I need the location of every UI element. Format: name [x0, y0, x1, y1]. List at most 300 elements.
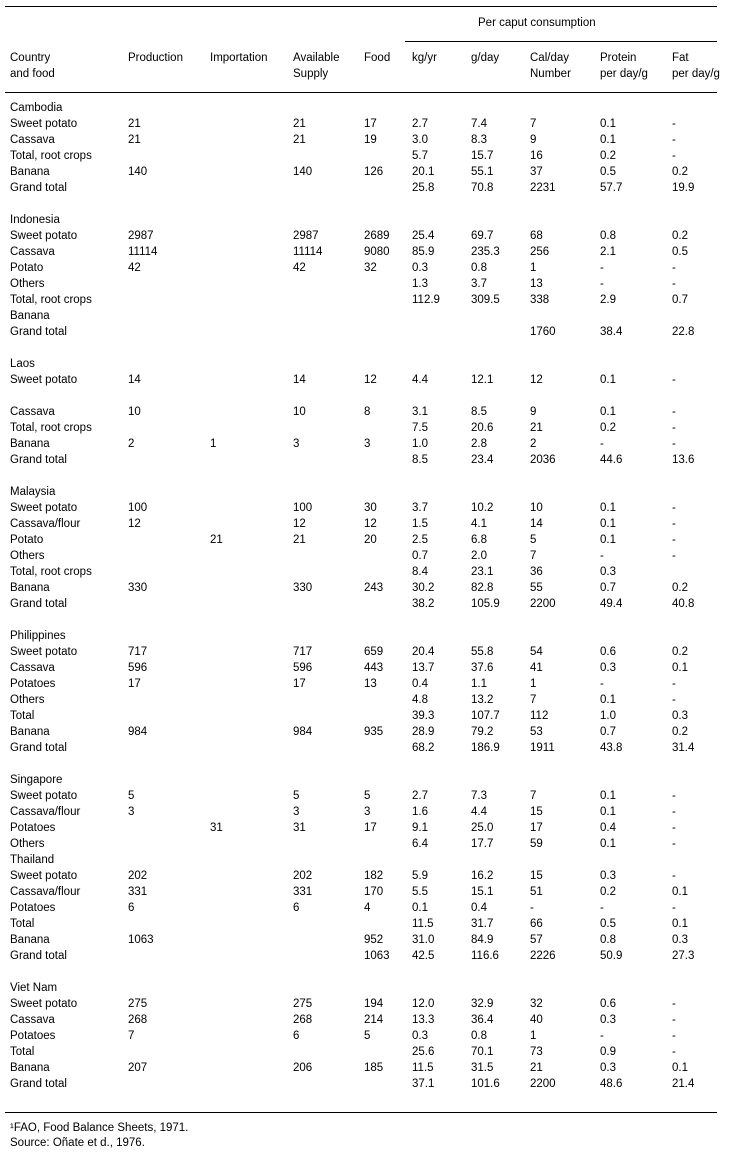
table-cell: 0.6 [600, 646, 616, 658]
table-row [0, 228, 739, 244]
table-cell: 15 [530, 806, 543, 818]
table-cell: 126 [364, 166, 384, 178]
table-cell: 37.6 [471, 662, 494, 674]
table-cell: 0.1 [600, 134, 616, 146]
table-cell: 13.7 [412, 662, 435, 674]
table-cell: 140 [293, 166, 313, 178]
country-name: Malaysia [10, 486, 56, 498]
table-cell: 16.2 [471, 870, 494, 882]
table-cell: 3.7 [412, 502, 428, 514]
food-label: Others [10, 838, 45, 850]
table-cell: 0.1 [672, 886, 688, 898]
table-cell: 0.4 [600, 822, 616, 834]
table-row [0, 804, 739, 820]
food-label: Total, root crops [10, 422, 92, 434]
table-cell: 0.1 [600, 406, 616, 418]
table-cell: 11.5 [412, 1062, 434, 1074]
per-caput-group-label: Per caput consumption [478, 17, 596, 29]
food-label: Cassava/flour [10, 518, 81, 530]
table-cell: - [672, 262, 676, 274]
table-cell: 0.5 [600, 166, 616, 178]
table-cell: 59 [530, 838, 543, 850]
table-cell: 0.9 [600, 1046, 616, 1058]
food-label: Total, root crops [10, 150, 92, 162]
food-label: Grand total [10, 742, 67, 754]
table-row [0, 708, 739, 724]
table-cell: 38.4 [600, 326, 623, 338]
table-cell: 7 [128, 1030, 135, 1042]
table-row [0, 644, 739, 660]
table-cell: 330 [293, 582, 313, 594]
header-rule [5, 92, 717, 93]
table-cell: 2 [530, 438, 537, 450]
table-cell: 12 [364, 374, 377, 386]
table-cell: 331 [128, 886, 148, 898]
table-cell: 11.5 [412, 918, 434, 930]
food-label: Others [10, 278, 45, 290]
table-cell: 7.5 [412, 422, 428, 434]
top-rule [5, 6, 717, 7]
column-header: Importation [210, 52, 268, 64]
table-cell: 1 [530, 1030, 537, 1042]
table-cell: 22.8 [672, 326, 695, 338]
table-cell: - [672, 1046, 676, 1058]
table-cell: 0.1 [600, 790, 616, 802]
food-label: Total [10, 1046, 35, 1058]
table-cell: 21 [293, 534, 306, 546]
table-cell: 3 [364, 438, 371, 450]
table-row [0, 996, 739, 1012]
table-cell: 5 [364, 790, 371, 802]
table-cell: 31.5 [471, 1062, 494, 1074]
table-cell: - [672, 694, 676, 706]
table-cell: 0.2 [672, 646, 688, 658]
food-label: Sweet potato [10, 870, 78, 882]
table-cell: 12.1 [471, 374, 494, 386]
table-cell: 0.1 [600, 374, 616, 386]
table-cell: 107.7 [471, 710, 500, 722]
table-cell: 185 [364, 1062, 384, 1074]
table-cell: 55 [530, 582, 543, 594]
food-label: Others [10, 550, 45, 562]
table-row [0, 820, 739, 836]
table-cell: 2987 [293, 230, 319, 242]
table-cell: 0.1 [672, 1062, 688, 1074]
column-header: kg/yr [412, 52, 437, 64]
table-cell: 1760 [530, 326, 556, 338]
table-cell: 25.6 [412, 1046, 435, 1058]
table-cell: 36.4 [471, 1014, 494, 1026]
table-cell: 596 [293, 662, 313, 674]
food-label: Potato [10, 262, 44, 274]
table-cell: 9.1 [412, 822, 428, 834]
table-cell: 85.9 [412, 246, 435, 258]
table-cell: 3 [293, 806, 300, 818]
column-header: Fat [672, 52, 689, 64]
table-cell: 10.2 [471, 502, 494, 514]
food-label: Grand total [10, 598, 67, 610]
table-cell: 100 [293, 502, 313, 514]
table-cell: 8 [364, 406, 371, 418]
table-cell: 11114 [293, 246, 323, 258]
table-cell: 0.1 [600, 502, 616, 514]
table-cell: 0.8 [600, 230, 616, 242]
table-cell: 7 [530, 550, 537, 562]
table-cell: 53 [530, 726, 543, 738]
table-cell: 984 [128, 726, 148, 738]
table-cell: 0.7 [600, 582, 616, 594]
table-cell: 32 [530, 998, 543, 1010]
column-header: and food [10, 68, 55, 80]
table-cell: 14 [293, 374, 306, 386]
table-cell: 50.9 [600, 950, 623, 962]
table-cell: 952 [364, 934, 384, 946]
table-cell: 42.5 [412, 950, 435, 962]
table-cell: - [672, 278, 676, 290]
table-cell: 596 [128, 662, 148, 674]
table-cell: 15.7 [471, 150, 494, 162]
table-cell: 13 [364, 678, 377, 690]
table-row [0, 1012, 739, 1028]
table-cell: 717 [293, 646, 313, 658]
table-cell: 243 [364, 582, 384, 594]
table-cell: 66 [530, 918, 543, 930]
table-cell: 3 [364, 806, 371, 818]
table-cell: 13.3 [412, 1014, 435, 1026]
food-label: Banana [10, 582, 50, 594]
table-cell: 5 [364, 1030, 371, 1042]
table-row [0, 788, 739, 804]
table-cell: 84.9 [471, 934, 494, 946]
column-header: Available [293, 52, 340, 64]
food-label: Cassava [10, 134, 55, 146]
table-row [0, 596, 739, 612]
table-row [0, 532, 739, 548]
food-label: Sweet potato [10, 998, 78, 1010]
table-cell: 1 [210, 438, 217, 450]
table-cell: 2.5 [412, 534, 428, 546]
table-cell: 0.1 [412, 902, 428, 914]
table-cell: 1063 [364, 950, 390, 962]
table-cell: 79.2 [471, 726, 494, 738]
table-cell: 20.4 [412, 646, 435, 658]
table-cell: - [672, 134, 676, 146]
table-cell: 37.1 [412, 1078, 435, 1090]
food-label: Grand total [10, 454, 67, 466]
table-cell: 25.0 [471, 822, 494, 834]
table-cell: 0.6 [600, 998, 616, 1010]
table-cell: 1 [530, 262, 537, 274]
table-cell: 17 [293, 678, 306, 690]
table-cell: 1.3 [412, 278, 428, 290]
table-cell: 31 [210, 822, 223, 834]
table-cell: - [600, 438, 604, 450]
column-header: Cal/day [530, 52, 569, 64]
table-cell: 70.8 [471, 182, 494, 194]
table-cell: 100 [128, 502, 148, 514]
food-label: Banana [10, 934, 50, 946]
table-cell: 0.2 [600, 886, 616, 898]
table-cell: 2.1 [600, 246, 616, 258]
table-cell: 68.2 [412, 742, 435, 754]
table-cell: 0.3 [672, 710, 688, 722]
table-row [0, 916, 739, 932]
table-cell: - [600, 678, 604, 690]
food-label: Cassava [10, 662, 55, 674]
table-cell: 15.1 [471, 886, 494, 898]
table-cell: 68 [530, 230, 543, 242]
table-cell: 6 [293, 1030, 300, 1042]
table-cell: - [672, 118, 676, 130]
table-cell: 31.4 [672, 742, 695, 754]
table-cell: 2987 [128, 230, 154, 242]
food-label: Banana [10, 166, 50, 178]
table-cell: 25.4 [412, 230, 435, 242]
table-cell: 112 [530, 710, 549, 722]
table-cell: 3.1 [412, 406, 428, 418]
table-cell: - [672, 518, 676, 530]
food-label: Cassava/flour [10, 886, 81, 898]
table-row [0, 276, 739, 292]
table-cell: - [672, 678, 676, 690]
table-cell: 182 [364, 870, 384, 882]
table-cell: 194 [364, 998, 384, 1010]
table-cell: 2036 [530, 454, 556, 466]
table-cell: 43.8 [600, 742, 623, 754]
table-cell: - [672, 534, 676, 546]
table-cell: 7 [530, 694, 537, 706]
table-row [0, 1076, 739, 1092]
table-cell: 1.0 [412, 438, 428, 450]
table-cell: - [600, 278, 604, 290]
table-cell: 10 [128, 406, 141, 418]
table-cell: - [600, 262, 604, 274]
table-row [0, 260, 739, 276]
table-cell: 9080 [364, 246, 390, 258]
table-cell: 206 [293, 1062, 313, 1074]
table-row [0, 132, 739, 148]
table-cell: 82.8 [471, 582, 494, 594]
table-cell: 0.4 [412, 678, 428, 690]
food-label: Cassava [10, 406, 55, 418]
food-label: Sweet potato [10, 118, 78, 130]
table-cell: 186.9 [471, 742, 500, 754]
table-cell: 44.6 [600, 454, 623, 466]
food-label: Grand total [10, 950, 67, 962]
table-cell: 21 [530, 1062, 543, 1074]
table-cell: 21 [530, 422, 543, 434]
table-cell: 17 [530, 822, 543, 834]
table-cell: 30 [364, 502, 377, 514]
table-cell: 51 [530, 886, 543, 898]
table-cell: 14 [530, 518, 543, 530]
table-cell: 0.1 [600, 518, 616, 530]
table-cell: - [672, 806, 676, 818]
table-cell: 9 [530, 406, 537, 418]
table-cell: 0.5 [672, 246, 688, 258]
table-cell: 39.3 [412, 710, 435, 722]
table-cell: 69.7 [471, 230, 494, 242]
table-cell: 57 [530, 934, 543, 946]
column-header: per day/g [672, 68, 720, 80]
table-row [0, 660, 739, 676]
table-cell: 42 [293, 262, 306, 274]
table-row [0, 516, 739, 532]
table-cell: 27.3 [672, 950, 695, 962]
country-heading-row [0, 980, 739, 996]
table-cell: 6 [293, 902, 300, 914]
table-cell: 935 [364, 726, 384, 738]
table-cell: 12.0 [412, 998, 435, 1010]
table-cell: 54 [530, 646, 543, 658]
table-cell: 331 [293, 886, 313, 898]
food-label: Potatoes [10, 678, 56, 690]
table-cell: 0.1 [600, 838, 616, 850]
table-cell: 31.7 [471, 918, 494, 930]
table-cell: - [672, 1030, 676, 1042]
country-name: Laos [10, 358, 35, 370]
table-cell: 5.5 [412, 886, 428, 898]
table-cell: 32 [364, 262, 377, 274]
table-cell: 0.1 [600, 118, 616, 130]
food-label: Cassava/flour [10, 806, 81, 818]
table-cell: 10 [530, 502, 543, 514]
table-cell: 0.7 [672, 294, 688, 306]
table-cell: 2.0 [471, 550, 487, 562]
table-cell: 0.2 [600, 150, 616, 162]
food-label: Cassava [10, 1014, 55, 1026]
table-cell: 4.1 [471, 518, 487, 530]
country-heading-row [0, 628, 739, 644]
footnote-citation: Source: Oñate et d., 1976. [10, 1137, 145, 1149]
table-cell: 57.7 [600, 182, 623, 194]
food-label: Total [10, 710, 35, 722]
table-cell: 116.6 [471, 950, 499, 962]
table-cell: 17 [364, 822, 377, 834]
table-cell: 330 [128, 582, 148, 594]
country-name: Cambodia [10, 102, 63, 114]
table-cell: 275 [293, 998, 313, 1010]
table-row [0, 548, 739, 564]
table-cell: 0.1 [672, 918, 688, 930]
table-row [0, 932, 739, 948]
table-cell: 20 [364, 534, 377, 546]
footnote-source: ¹FAO, Food Balance Sheets, 1971. [10, 1122, 189, 1134]
table-cell: 1.6 [412, 806, 428, 818]
column-header: per day/g [600, 68, 648, 80]
table-cell: 12 [530, 374, 543, 386]
table-cell: 2226 [530, 950, 556, 962]
table-cell: - [672, 438, 676, 450]
table-row [0, 836, 739, 852]
table-row [0, 900, 739, 916]
table-row [0, 1060, 739, 1076]
table-cell: 21 [128, 118, 141, 130]
table-row [0, 740, 739, 756]
table-row [0, 580, 739, 596]
column-header: Country [10, 52, 51, 64]
food-label: Potatoes [10, 1030, 56, 1042]
table-cell: - [672, 902, 676, 914]
table-cell: 25.8 [412, 182, 435, 194]
table-cell: 2.7 [412, 118, 428, 130]
table-cell: 268 [293, 1014, 313, 1026]
table-cell: 2.7 [412, 790, 428, 802]
table-cell: 5 [530, 534, 537, 546]
table-cell: 275 [128, 998, 148, 1010]
table-row [0, 1044, 739, 1060]
table-cell: 16 [530, 150, 543, 162]
table-cell: 3 [293, 438, 300, 450]
column-header: Protein [600, 52, 637, 64]
table-cell: - [672, 150, 676, 162]
table-cell: 2689 [364, 230, 390, 242]
table-cell: 13.6 [672, 454, 695, 466]
table-cell: 8.4 [412, 566, 428, 578]
table-cell: 0.8 [471, 1030, 487, 1042]
table-cell: 0.3 [412, 262, 428, 274]
table-cell: 1.0 [600, 710, 616, 722]
table-cell: - [672, 502, 676, 514]
food-label: Potatoes [10, 902, 56, 914]
table-row [0, 180, 739, 196]
table-cell: 21 [210, 534, 223, 546]
table-cell: 1911 [530, 742, 555, 754]
table-cell: 21 [293, 134, 306, 146]
table-cell: - [672, 790, 676, 802]
column-header: g/day [471, 52, 500, 64]
table-cell: 0.7 [600, 726, 616, 738]
food-label: Total, root crops [10, 566, 92, 578]
food-label: Grand total [10, 326, 67, 338]
table-cell: 0.1 [672, 662, 688, 674]
table-cell: 23.1 [471, 566, 494, 578]
table-cell: 10 [293, 406, 306, 418]
table-cell: 48.6 [600, 1078, 623, 1090]
table-cell: 40 [530, 1014, 543, 1026]
column-header: Supply [293, 68, 329, 80]
food-label: Grand total [10, 182, 67, 194]
country-heading-row [0, 484, 739, 500]
country-heading-row [0, 356, 739, 372]
table-cell: 0.3 [600, 870, 616, 882]
table-cell: 1.1 [471, 678, 487, 690]
table-cell: 6 [128, 902, 135, 914]
table-cell: 13.2 [471, 694, 494, 706]
table-cell: 36 [530, 566, 543, 578]
country-heading-row [0, 100, 739, 116]
country-heading-row [0, 852, 739, 868]
table-cell: 202 [293, 870, 313, 882]
table-cell: 717 [128, 646, 148, 658]
table-cell: 309.5 [471, 294, 500, 306]
table-cell: 32.9 [471, 998, 494, 1010]
table-cell: 13 [530, 278, 543, 290]
food-label: Banana [10, 1062, 50, 1074]
table-row [0, 868, 739, 884]
country-name: Banana [10, 310, 50, 322]
table-row [0, 948, 739, 964]
table-cell: - [672, 838, 676, 850]
table-cell: 268 [128, 1014, 148, 1026]
table-row [0, 884, 739, 900]
table-cell: 0.5 [600, 918, 616, 930]
table-cell: 6.8 [471, 534, 487, 546]
table-cell: 8.3 [471, 134, 487, 146]
table-cell: 0.7 [412, 550, 428, 562]
food-label: Sweet potato [10, 374, 78, 386]
table-cell: - [530, 902, 534, 914]
